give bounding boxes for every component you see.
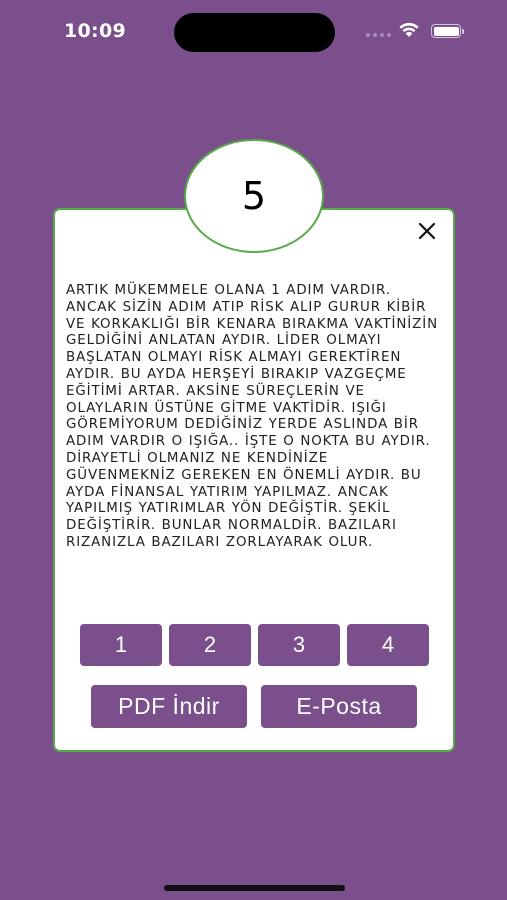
- status-bar: [0, 0, 507, 60]
- page-button-row: [80, 624, 429, 666]
- dynamic-island: [174, 13, 335, 52]
- pdf-download-button[interactable]: PDF İndir: [91, 685, 247, 728]
- email-button[interactable]: E-Posta: [261, 685, 417, 728]
- page-button-1[interactable]: 1: [80, 624, 162, 666]
- status-time: 10:09: [64, 20, 126, 42]
- close-icon: [418, 222, 436, 240]
- month-number: 5: [241, 174, 267, 218]
- page-button-4[interactable]: 4: [347, 624, 429, 666]
- home-indicator: [164, 885, 345, 891]
- signal-dots-icon: [366, 33, 391, 37]
- page-button-3[interactable]: 3: [258, 624, 340, 666]
- page-button-2[interactable]: 2: [169, 624, 251, 666]
- wifi-icon: [398, 21, 420, 38]
- number-badge: [184, 139, 324, 253]
- battery-icon: [431, 24, 461, 38]
- close-button[interactable]: [414, 218, 440, 244]
- description-text: ARTIK MÜKEMMELE OLANA 1 ADIM VARDIR. ANCAK SİZİN ADIM ATIP RİSK ALIP GURUR KİBİR VE KORKAKLIĞI BİR KENARA BIRAKMA VAKTİNİZİN GELDİĞİNİ ANLATAN AYDIR. LİDER OLMAYI BAŞLATAN OLMAYI RİSK ALMAYI GEREKTİREN AYDIR. BU AYDA HERŞEYİ BIRAKIP VAZGEÇME EĞİTİMİ ARTAR. AKSİNE SÜREÇLERİN VE OLAYLARIN ÜSTÜNE GİTME VAKTİDİR. IŞIĞI GÖREMİYORUM DEDİĞİNİZ YERDE ASLINDA BİR ADIM VARDIR O IŞIĞA.. İŞTE O NOKTA BU AYDIR. DİRAYETLİ OLMANIZ NE KENDİNİZE GÜVENMEKNİZ GEREKEN EN ÖNEMLİ AYDIR. BU AYDA FİNANSAL YATIRIM YAPILMAZ. ANCAK YAPILMIŞ YATIRIMLAR YÖN DEĞİŞTİR. ŞEKİL DEĞİŞTİRİR. BUNLAR NORMALDİR. BAZILARI RIZANIZLA BAZILARI ZORLAYARAK OLUR.: [66, 283, 438, 550]
